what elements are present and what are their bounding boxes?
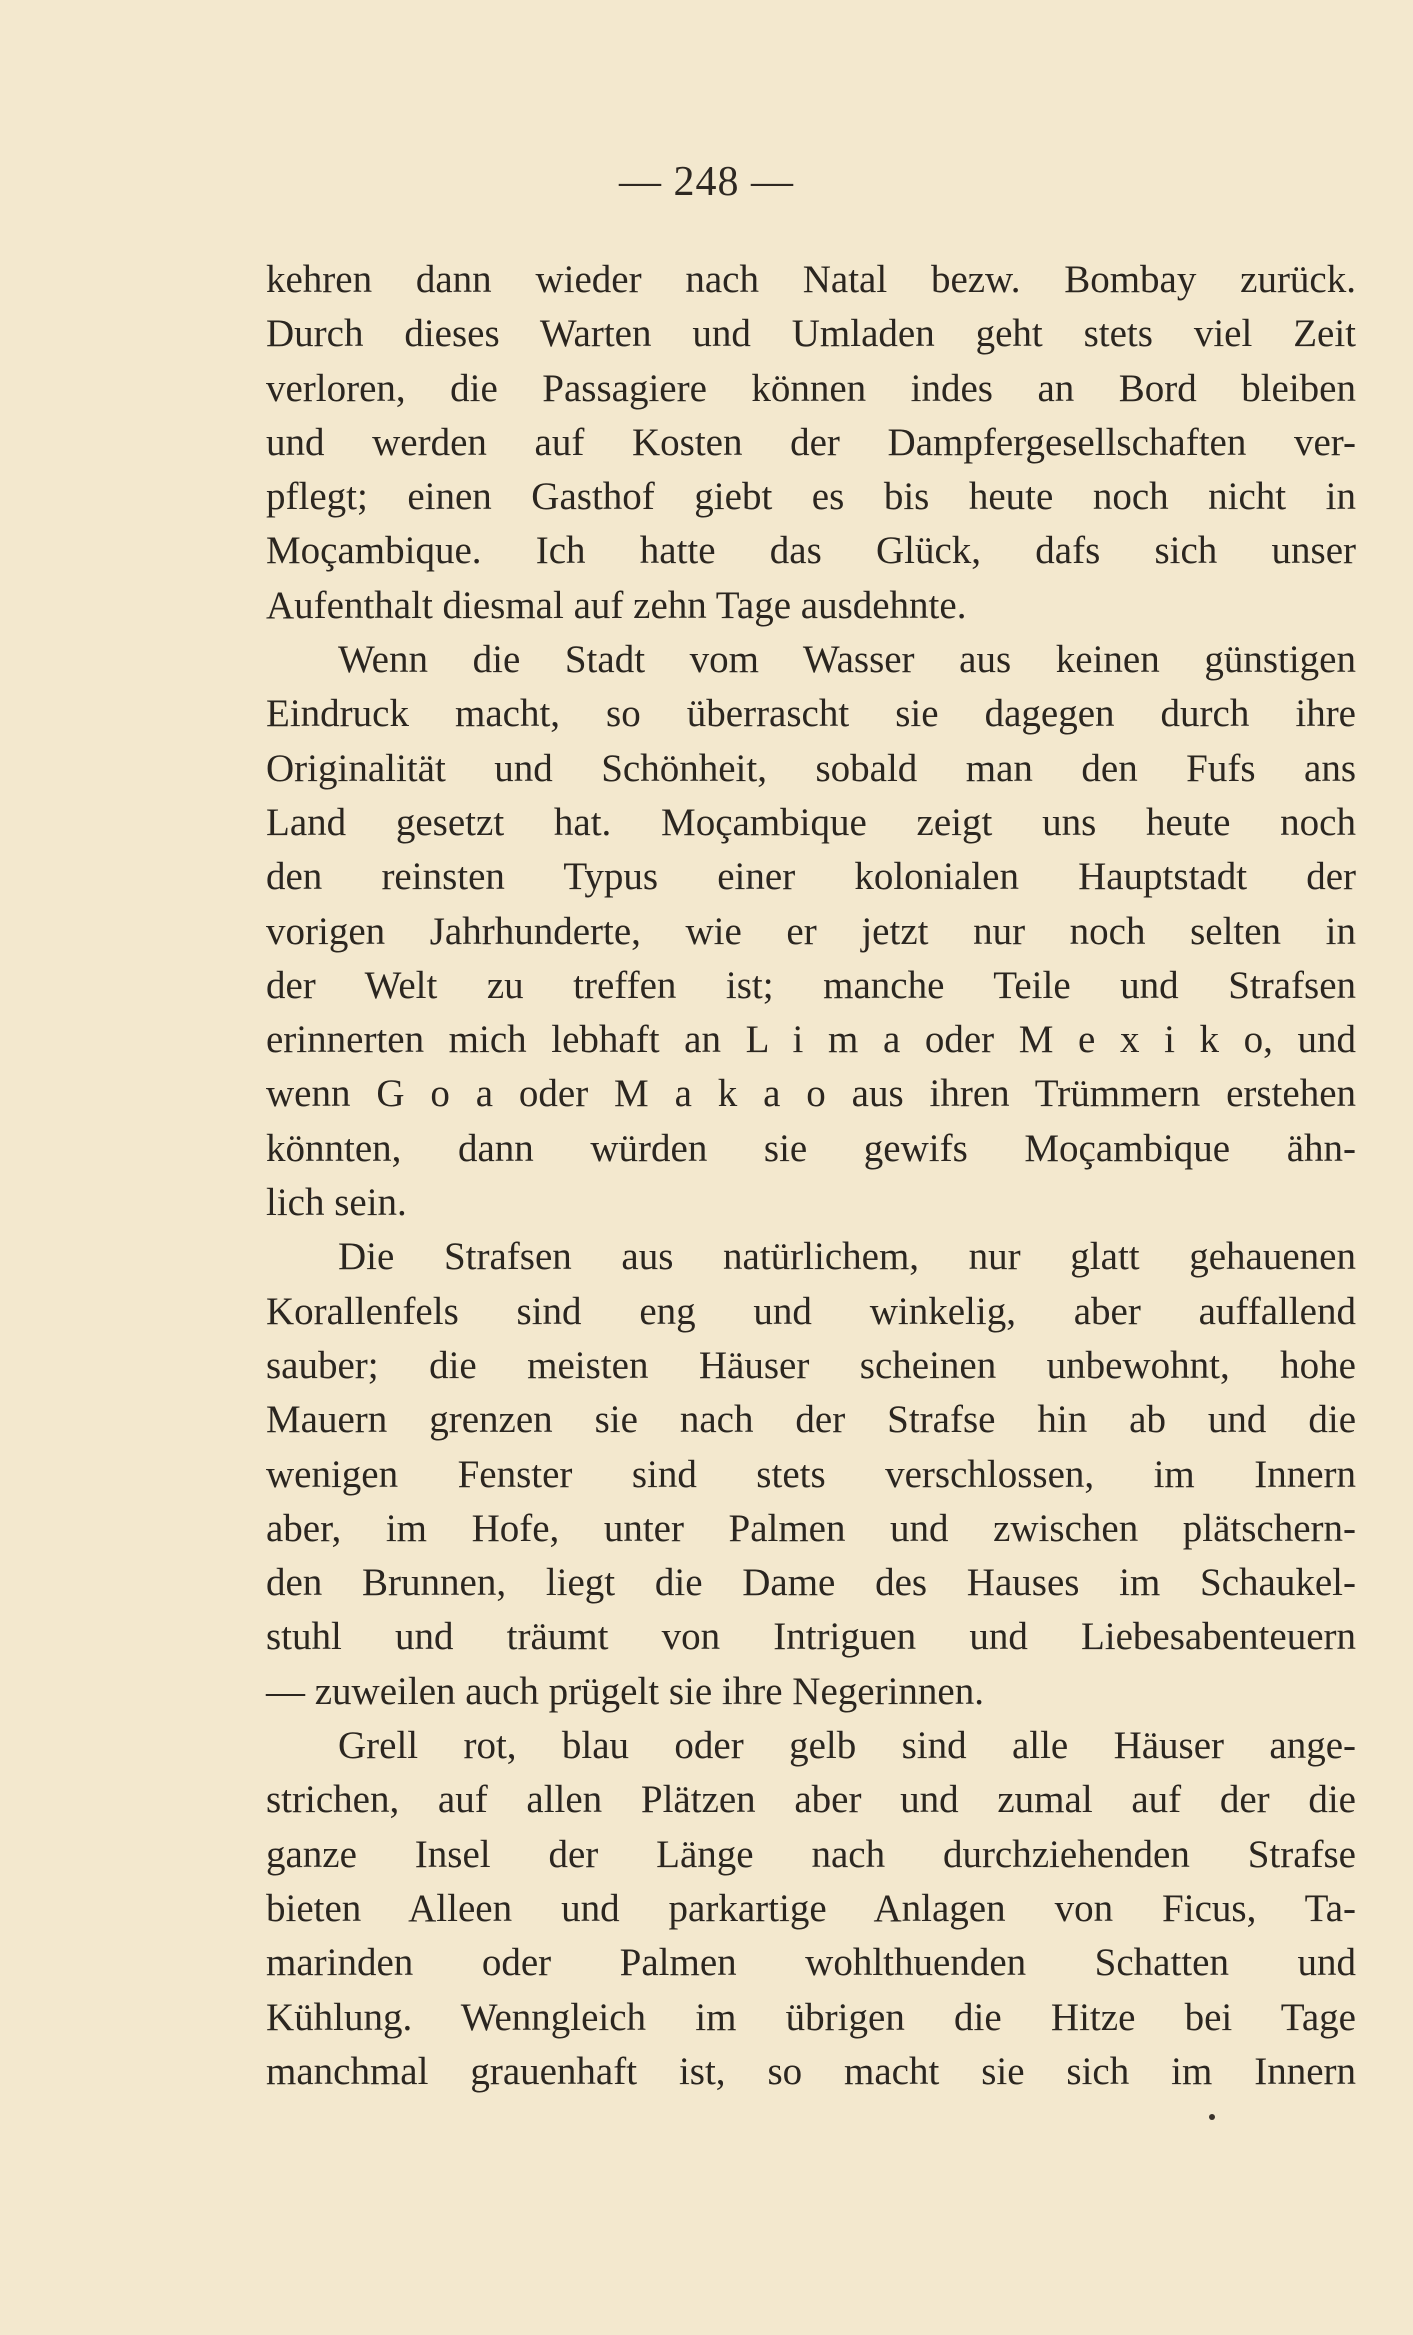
text-line: Mauern grenzen sie nach der Strafse hin ab und die	[266, 1398, 1356, 1442]
text-line: Die Strafsen aus natürlichem, nur glatt gehauenen	[338, 1235, 1356, 1279]
text-line: strichen, auf allen Plätzen aber und zumal auf der die	[266, 1778, 1356, 1822]
text-line: verloren, die Passagiere können indes an Bord bleiben	[266, 366, 1356, 410]
text-line: könnten, dann würden sie gewifs Moçambique ähn-	[266, 1126, 1356, 1170]
text-line: sauber; die meisten Häuser scheinen unbewohnt, hohe	[266, 1343, 1356, 1387]
text-line: Grell rot, blau oder gelb sind alle Häuser ange-	[338, 1724, 1356, 1768]
text-line: — zuweilen auch prügelt sie ihre Negerinnen.	[266, 1669, 984, 1713]
body-text	[266, 253, 1356, 2099]
text-line: Kühlung. Wenngleich im übrigen die Hitze bei Tage	[266, 1995, 1356, 2039]
text-line: kehren dann wieder nach Natal bezw. Bombay zurück.	[266, 258, 1356, 301]
text-line: Wenn die Stadt vom Wasser aus keinen günstigen	[338, 638, 1356, 682]
text-line: Aufenthalt diesmal auf zehn Tage ausdehnte.	[266, 583, 967, 627]
text-line: stuhl und träumt von Intriguen und Liebesabenteuern	[266, 1615, 1356, 1659]
text-line: manchmal grauenhaft ist, so macht sie sich im Innern	[266, 2049, 1356, 2093]
text-line: und werden auf Kosten der Dampfergesellschaften ver-	[266, 420, 1356, 464]
text-line: ganze Insel der Länge nach durchziehenden Strafse	[266, 1832, 1356, 1876]
text-line: pflegt; einen Gasthof giebt es bis heute noch nicht in	[266, 475, 1356, 519]
text-line: lich sein.	[266, 1181, 407, 1225]
text-line: wenigen Fenster sind stets verschlossen, im Innern	[266, 1452, 1356, 1496]
text-line: bieten Alleen und parkartige Anlagen von Ficus, Ta-	[266, 1886, 1356, 1930]
text-line: Moçambique. Ich hatte das Glück, dafs sich unser	[266, 529, 1356, 573]
text-line: den reinsten Typus einer kolonialen Hauptstadt der	[266, 855, 1356, 899]
text-line: Durch dieses Warten und Umladen geht stets viel Zeit	[266, 312, 1356, 356]
text-line: aber, im Hofe, unter Palmen und zwischen plätschern-	[266, 1506, 1356, 1550]
ink-speck	[1209, 2114, 1215, 2120]
page-number: — 248 —	[619, 159, 794, 205]
text-line: marinden oder Palmen wohlthuenden Schatten und	[266, 1941, 1356, 1985]
text-line: Korallenfels sind eng und winkelig, aber auffallend	[266, 1289, 1356, 1333]
text-line: wenn G o a oder M a k a o aus ihren Trümmern erstehen	[266, 1072, 1356, 1116]
text-line: erinnerten mich lebhaft an L i m a oder M e x i k o, und	[266, 1018, 1356, 1062]
text-line: Originalität und Schönheit, sobald man den Fufs ans	[266, 746, 1356, 790]
text-line: Eindruck macht, so überrascht sie dagegen durch ihre	[266, 692, 1356, 736]
text-line: Land gesetzt hat. Moçambique zeigt uns heute noch	[266, 800, 1356, 844]
text-line: der Welt zu treffen ist; manche Teile und Strafsen	[266, 963, 1356, 1007]
text-line: den Brunnen, liegt die Dame des Hauses im Schaukel-	[266, 1561, 1356, 1605]
text-line: vorigen Jahrhunderte, wie er jetzt nur noch selten in	[266, 909, 1356, 953]
